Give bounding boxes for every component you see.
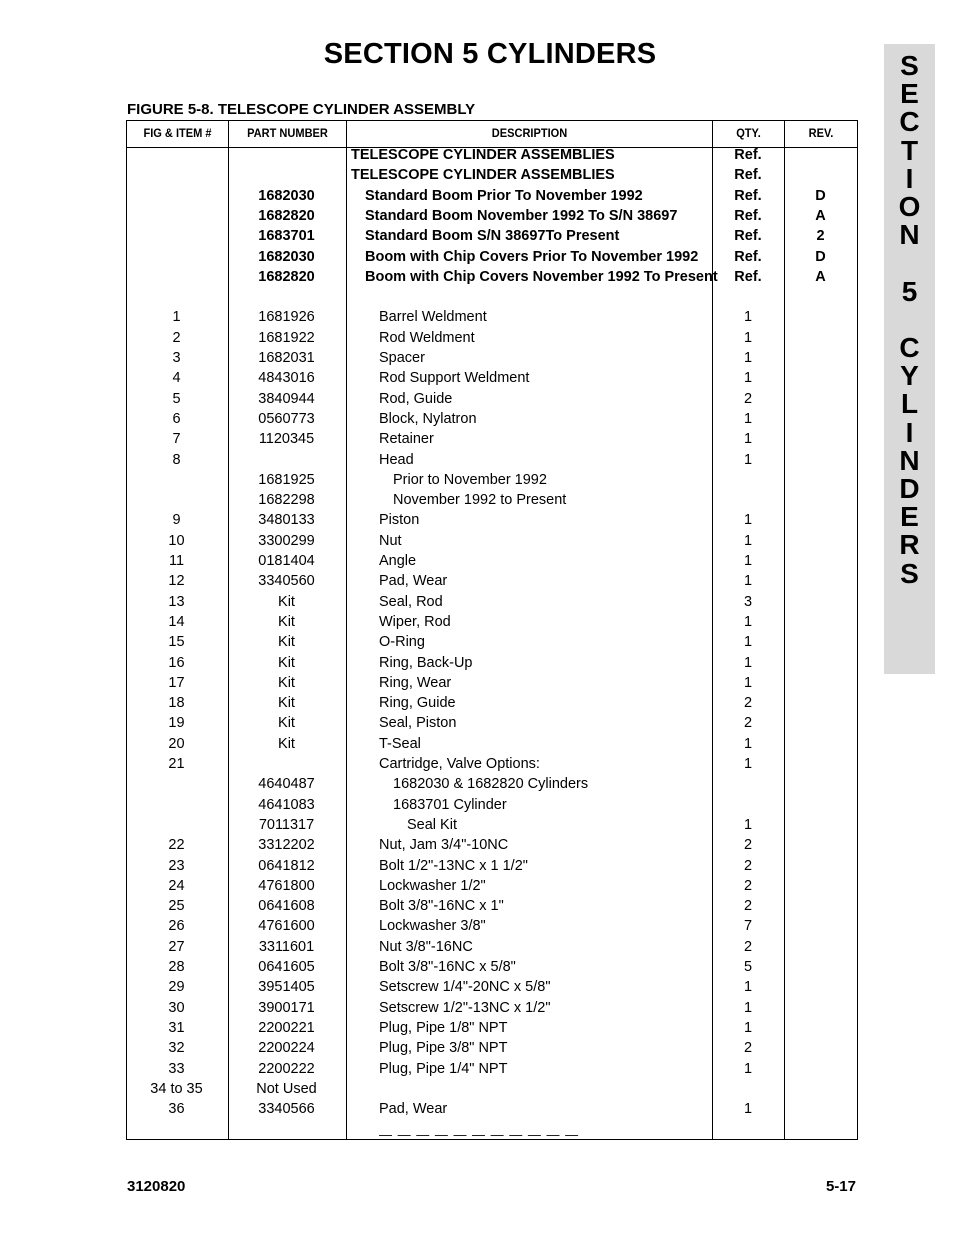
- description-cell: Standard Boom November 1992 To S/N 38697: [365, 207, 678, 224]
- part-number-cell: 2200221: [258, 1019, 315, 1036]
- table-row: [0, 774, 954, 794]
- table-row: [0, 835, 954, 855]
- page-title: SECTION 5 CYLINDERS: [323, 38, 657, 70]
- part-number-cell: Kit: [278, 695, 295, 712]
- fig-item-cell: 18: [168, 695, 185, 712]
- qty-cell: 1: [743, 674, 753, 691]
- table-row: [0, 571, 954, 591]
- qty-cell: 2: [743, 877, 753, 894]
- fig-item-cell: 21: [168, 756, 185, 772]
- qty-cell: 3: [743, 593, 753, 610]
- header-rev: REV.: [808, 126, 834, 140]
- description-cell: Seal, Piston: [379, 715, 457, 732]
- part-number-cell: 1682820: [258, 268, 315, 285]
- description-cell: Pad, Wear: [379, 1101, 448, 1118]
- qty-cell: 1: [743, 553, 753, 569]
- side-tab-letter: I: [905, 416, 914, 448]
- qty-cell: Ref.: [734, 228, 762, 245]
- fig-item-cell: 30: [168, 999, 185, 1016]
- part-number-cell: 1681925: [258, 471, 315, 488]
- table-row: [0, 957, 954, 977]
- part-number-cell: 1683701: [258, 228, 315, 245]
- table-row: [0, 328, 954, 348]
- table-row: [0, 998, 954, 1018]
- table-row: [0, 1059, 954, 1079]
- qty-cell: 5: [743, 959, 753, 975]
- part-number-cell: 2200224: [258, 1040, 315, 1057]
- description-cell: Rod, Guide: [379, 390, 453, 407]
- part-number-cell: 4843016: [258, 370, 315, 387]
- fig-item-cell: 34 to 35: [150, 1080, 203, 1097]
- description-cell: Boom with Chip Covers Prior To November 1992: [365, 248, 699, 265]
- fig-item-cell: 1: [172, 309, 181, 326]
- fig-item-cell: 16: [168, 654, 185, 671]
- rev-cell: D: [815, 248, 826, 265]
- qty-cell: 1: [743, 532, 753, 549]
- description-cell: Nut: [379, 532, 402, 549]
- fig-item-cell: 36: [168, 1101, 185, 1118]
- end-of-list-dashes: — — — — — — — — — — —: [379, 1127, 580, 1142]
- side-tab-letter: N: [899, 219, 920, 251]
- side-tab-letter: 5: [901, 275, 918, 307]
- description-cell: Nut 3/8"-16NC: [379, 938, 473, 955]
- part-number-cell: Kit: [278, 674, 295, 691]
- fig-item-cell: 8: [172, 451, 181, 468]
- part-number-cell: 3300299: [258, 532, 315, 549]
- side-tab-letter: C: [899, 332, 920, 363]
- part-number-cell: 1120345: [258, 431, 315, 448]
- rev-cell: A: [815, 207, 826, 224]
- part-number-cell: 4761800: [258, 877, 315, 894]
- table-row: [0, 490, 954, 510]
- fig-item-cell: 10: [168, 532, 185, 549]
- description-cell: Seal Kit: [407, 816, 457, 833]
- rev-cell: 2: [816, 228, 825, 245]
- part-number-cell: 3951405: [258, 979, 315, 996]
- description-cell: Bolt 3/8"-16NC x 1": [379, 898, 504, 915]
- table-row: [0, 1018, 954, 1038]
- fig-item-cell: 7: [172, 431, 181, 448]
- table-row: [0, 632, 954, 652]
- description-cell: Lockwasher 1/2": [379, 877, 486, 894]
- fig-item-cell: 24: [168, 877, 185, 894]
- table-row: [0, 247, 954, 267]
- fig-item-cell: 3: [172, 350, 181, 366]
- table-row: [0, 713, 954, 733]
- part-number-cell: 3312202: [258, 837, 315, 854]
- qty-cell: 1: [743, 816, 753, 833]
- side-tab-letter: E: [900, 78, 919, 110]
- description-cell: Angle: [379, 553, 417, 569]
- table-row: [0, 1099, 954, 1119]
- qty-cell: 2: [743, 938, 753, 955]
- side-tab-letter: I: [905, 162, 914, 194]
- part-number-cell: 3900171: [258, 999, 315, 1016]
- part-number-cell: Kit: [278, 613, 295, 630]
- qty-cell: 2: [743, 898, 753, 915]
- qty-cell: 1: [743, 329, 753, 346]
- side-tab-letter: E: [900, 501, 919, 533]
- qty-cell: 2: [743, 1040, 753, 1057]
- part-number-cell: Kit: [278, 715, 295, 732]
- qty-cell: 1: [743, 654, 753, 671]
- part-number-cell: 0181404: [258, 553, 315, 569]
- description-cell: Retainer: [379, 431, 434, 448]
- description-cell: 1683701 Cylinder: [393, 796, 507, 813]
- table-row: [0, 510, 954, 530]
- table-row: [0, 754, 954, 774]
- qty-cell: Ref.: [734, 248, 762, 265]
- side-tab-letter: N: [899, 444, 920, 476]
- qty-cell: 1: [743, 512, 753, 529]
- qty-cell: 1: [743, 573, 753, 590]
- table-row: [0, 348, 954, 368]
- side-tab-letter: O: [898, 191, 921, 222]
- table-row: [0, 856, 954, 876]
- description-cell: Plug, Pipe 1/4" NPT: [379, 1060, 508, 1077]
- qty-cell: 7: [743, 918, 753, 935]
- fig-item-cell: 14: [168, 613, 185, 630]
- fig-item-cell: 22: [168, 837, 185, 854]
- side-tab-letter: S: [900, 50, 919, 81]
- rev-cell: D: [815, 187, 826, 204]
- qty-cell: 1: [743, 309, 753, 326]
- table-row: [0, 429, 954, 449]
- header-qty: QTY.: [736, 126, 761, 140]
- qty-cell: 2: [743, 695, 753, 712]
- description-cell: Rod Support Weldment: [379, 370, 530, 387]
- qty-cell: 1: [743, 979, 753, 996]
- qty-cell: 1: [743, 1019, 753, 1036]
- fig-item-cell: 26: [168, 918, 185, 935]
- fig-item-cell: 12: [168, 573, 185, 590]
- description-cell: Ring, Back-Up: [379, 654, 473, 671]
- description-cell: Cartridge, Valve Options:: [379, 756, 540, 772]
- qty-cell: 1: [743, 756, 753, 772]
- part-number-cell: 3340566: [258, 1101, 315, 1118]
- part-number-cell: 0560773: [258, 410, 315, 427]
- table-row: [0, 165, 954, 185]
- description-cell: Setscrew 1/4"-20NC x 5/8": [379, 979, 551, 996]
- qty-cell: 1: [743, 1101, 753, 1118]
- side-tab-letter: C: [899, 106, 920, 138]
- part-number-cell: Kit: [278, 634, 295, 651]
- fig-item-cell: 17: [168, 674, 185, 691]
- table-row: [0, 267, 954, 287]
- part-number-cell: 4761600: [258, 918, 315, 935]
- table-row: [0, 795, 954, 815]
- table-row: [0, 977, 954, 997]
- table-row: [0, 876, 954, 896]
- table-row: [0, 612, 954, 632]
- table-row: [0, 226, 954, 246]
- fig-item-cell: 11: [168, 553, 185, 569]
- table-row: [0, 1038, 954, 1058]
- table-row: [0, 450, 954, 470]
- document-number: 3120820: [127, 1178, 186, 1195]
- fig-item-cell: 2: [172, 329, 181, 346]
- description-cell: Seal, Rod: [379, 593, 443, 610]
- qty-cell: 1: [743, 1060, 753, 1077]
- fig-item-cell: 6: [172, 410, 181, 427]
- fig-item-cell: 28: [168, 959, 185, 975]
- fig-item-cell: 15: [168, 634, 185, 651]
- description-cell: Plug, Pipe 3/8" NPT: [379, 1040, 508, 1057]
- fig-item-cell: 27: [168, 938, 185, 955]
- fig-item-cell: 33: [168, 1060, 185, 1077]
- fig-item-cell: 20: [168, 735, 185, 752]
- qty-cell: 1: [743, 370, 753, 387]
- table-row: [0, 551, 954, 571]
- part-number-cell: 0641608: [258, 898, 315, 915]
- part-number-cell: 2200222: [258, 1060, 315, 1077]
- description-cell: Setscrew 1/2"-13NC x 1/2": [379, 999, 551, 1016]
- fig-item-cell: 29: [168, 979, 185, 996]
- part-number-cell: 7011317: [258, 816, 315, 833]
- description-cell: Ring, Wear: [379, 674, 452, 691]
- qty-cell: 2: [743, 837, 753, 854]
- table-row: [0, 287, 954, 307]
- part-number-cell: 3480133: [258, 512, 315, 529]
- qty-cell: 1: [743, 350, 753, 366]
- part-number-cell: 0641812: [258, 857, 315, 874]
- qty-cell: 2: [743, 390, 753, 407]
- qty-cell: 2: [743, 715, 753, 732]
- fig-item-cell: 19: [168, 715, 185, 732]
- description-cell: TELESCOPE CYLINDER ASSEMBLIES: [351, 167, 615, 184]
- description-cell: Prior to November 1992: [393, 471, 547, 488]
- side-tab-letter: T: [900, 134, 919, 166]
- table-row: [0, 145, 954, 165]
- table-row: [0, 734, 954, 754]
- description-cell: Nut, Jam 3/4"-10NC: [379, 837, 509, 854]
- table-row: [0, 368, 954, 388]
- qty-cell: 1: [743, 451, 753, 468]
- description-cell: Spacer: [379, 350, 425, 366]
- table-row: [0, 531, 954, 551]
- table-row: [0, 206, 954, 226]
- part-number-cell: 1682031: [258, 350, 315, 366]
- qty-cell: 1: [743, 613, 753, 630]
- part-number-cell: 3340560: [258, 573, 315, 590]
- table-row: [0, 1079, 954, 1099]
- description-cell: Lockwasher 3/8": [379, 918, 486, 935]
- qty-cell: 1: [743, 634, 753, 651]
- description-cell: Barrel Weldment: [379, 309, 487, 326]
- description-cell: T-Seal: [379, 735, 421, 752]
- description-cell: 1682030 & 1682820 Cylinders: [393, 776, 589, 793]
- fig-item-cell: 32: [168, 1040, 185, 1057]
- fig-item-cell: 31: [168, 1019, 185, 1036]
- description-cell: Rod Weldment: [379, 329, 475, 346]
- fig-item-cell: 4: [172, 370, 181, 387]
- description-cell: Piston: [379, 512, 420, 529]
- header-description: DESCRIPTION: [491, 126, 568, 140]
- description-cell: Standard Boom S/N 38697To Present: [365, 228, 620, 245]
- table-row: [0, 389, 954, 409]
- qty-cell: Ref.: [734, 207, 762, 224]
- part-number-cell: Not Used: [256, 1080, 317, 1097]
- fig-item-cell: 23: [168, 857, 185, 874]
- table-row: [0, 937, 954, 957]
- part-number-cell: 3311601: [258, 938, 315, 955]
- table-row: [0, 896, 954, 916]
- part-number-cell: 1682820: [258, 207, 315, 224]
- page-number: 5-17: [825, 1178, 856, 1195]
- table-row: [0, 409, 954, 429]
- side-tab-letter: D: [899, 473, 920, 504]
- part-number-cell: Kit: [278, 654, 295, 671]
- side-tab-letter: Y: [900, 360, 919, 392]
- part-number-cell: 1682030: [258, 248, 315, 265]
- part-number-cell: 0641605: [258, 959, 315, 975]
- description-cell: Bolt 1/2"-13NC x 1 1/2": [379, 857, 528, 874]
- description-cell: TELESCOPE CYLINDER ASSEMBLIES: [351, 147, 615, 163]
- part-number-cell: 1682298: [258, 492, 315, 509]
- qty-cell: 1: [743, 410, 753, 427]
- description-cell: Plug, Pipe 1/8" NPT: [379, 1019, 508, 1036]
- qty-cell: 1: [743, 999, 753, 1016]
- fig-item-cell: 25: [168, 898, 185, 915]
- header-fig-item: FIG & ITEM #: [143, 126, 212, 140]
- part-number-cell: 1682030: [258, 187, 315, 204]
- part-number-cell: 1681926: [258, 309, 315, 326]
- part-number-cell: 3840944: [258, 390, 315, 407]
- side-tab-letter: R: [899, 529, 920, 561]
- qty-cell: Ref.: [734, 147, 762, 163]
- side-tab-letter: S: [900, 557, 919, 589]
- description-cell: Block, Nylatron: [379, 410, 477, 427]
- section-side-tab: [884, 44, 935, 674]
- part-number-cell: Kit: [278, 593, 295, 610]
- table-row: [0, 186, 954, 206]
- qty-cell: 1: [743, 431, 753, 448]
- description-cell: Wiper, Rod: [379, 613, 451, 630]
- part-number-cell: 4641083: [258, 796, 315, 813]
- description-cell: Pad, Wear: [379, 573, 448, 590]
- table-row: [0, 470, 954, 490]
- table-row: [0, 916, 954, 936]
- part-number-cell: 1681922: [258, 329, 315, 346]
- qty-cell: Ref.: [734, 268, 762, 285]
- part-number-cell: Kit: [278, 735, 295, 752]
- qty-cell: Ref.: [734, 187, 762, 204]
- description-cell: O-Ring: [379, 634, 425, 651]
- table-row: [0, 673, 954, 693]
- table-row: [0, 307, 954, 327]
- side-tab-letter: L: [900, 388, 919, 420]
- qty-cell: Ref.: [734, 167, 762, 184]
- qty-cell: 2: [743, 857, 753, 874]
- table-row: [0, 592, 954, 612]
- table-row: [0, 815, 954, 835]
- part-number-cell: 4640487: [258, 776, 315, 793]
- fig-item-cell: 13: [168, 593, 185, 610]
- table-row: [0, 693, 954, 713]
- fig-item-cell: 5: [172, 390, 181, 407]
- fig-item-cell: 9: [172, 512, 181, 529]
- figure-caption: FIGURE 5-8. TELESCOPE CYLINDER ASSEMBLY: [127, 101, 476, 118]
- description-cell: Standard Boom Prior To November 1992: [365, 187, 643, 204]
- header-part-number: PART NUMBER: [247, 126, 328, 140]
- qty-cell: 1: [743, 735, 753, 752]
- description-cell: Bolt 3/8"-16NC x 5/8": [379, 959, 516, 975]
- description-cell: Ring, Guide: [379, 695, 456, 712]
- description-cell: Head: [379, 451, 414, 468]
- description-cell: Boom with Chip Covers November 1992 To Present: [365, 268, 718, 285]
- description-cell: November 1992 to Present: [393, 492, 567, 509]
- rev-cell: A: [815, 268, 826, 285]
- table-row: [0, 653, 954, 673]
